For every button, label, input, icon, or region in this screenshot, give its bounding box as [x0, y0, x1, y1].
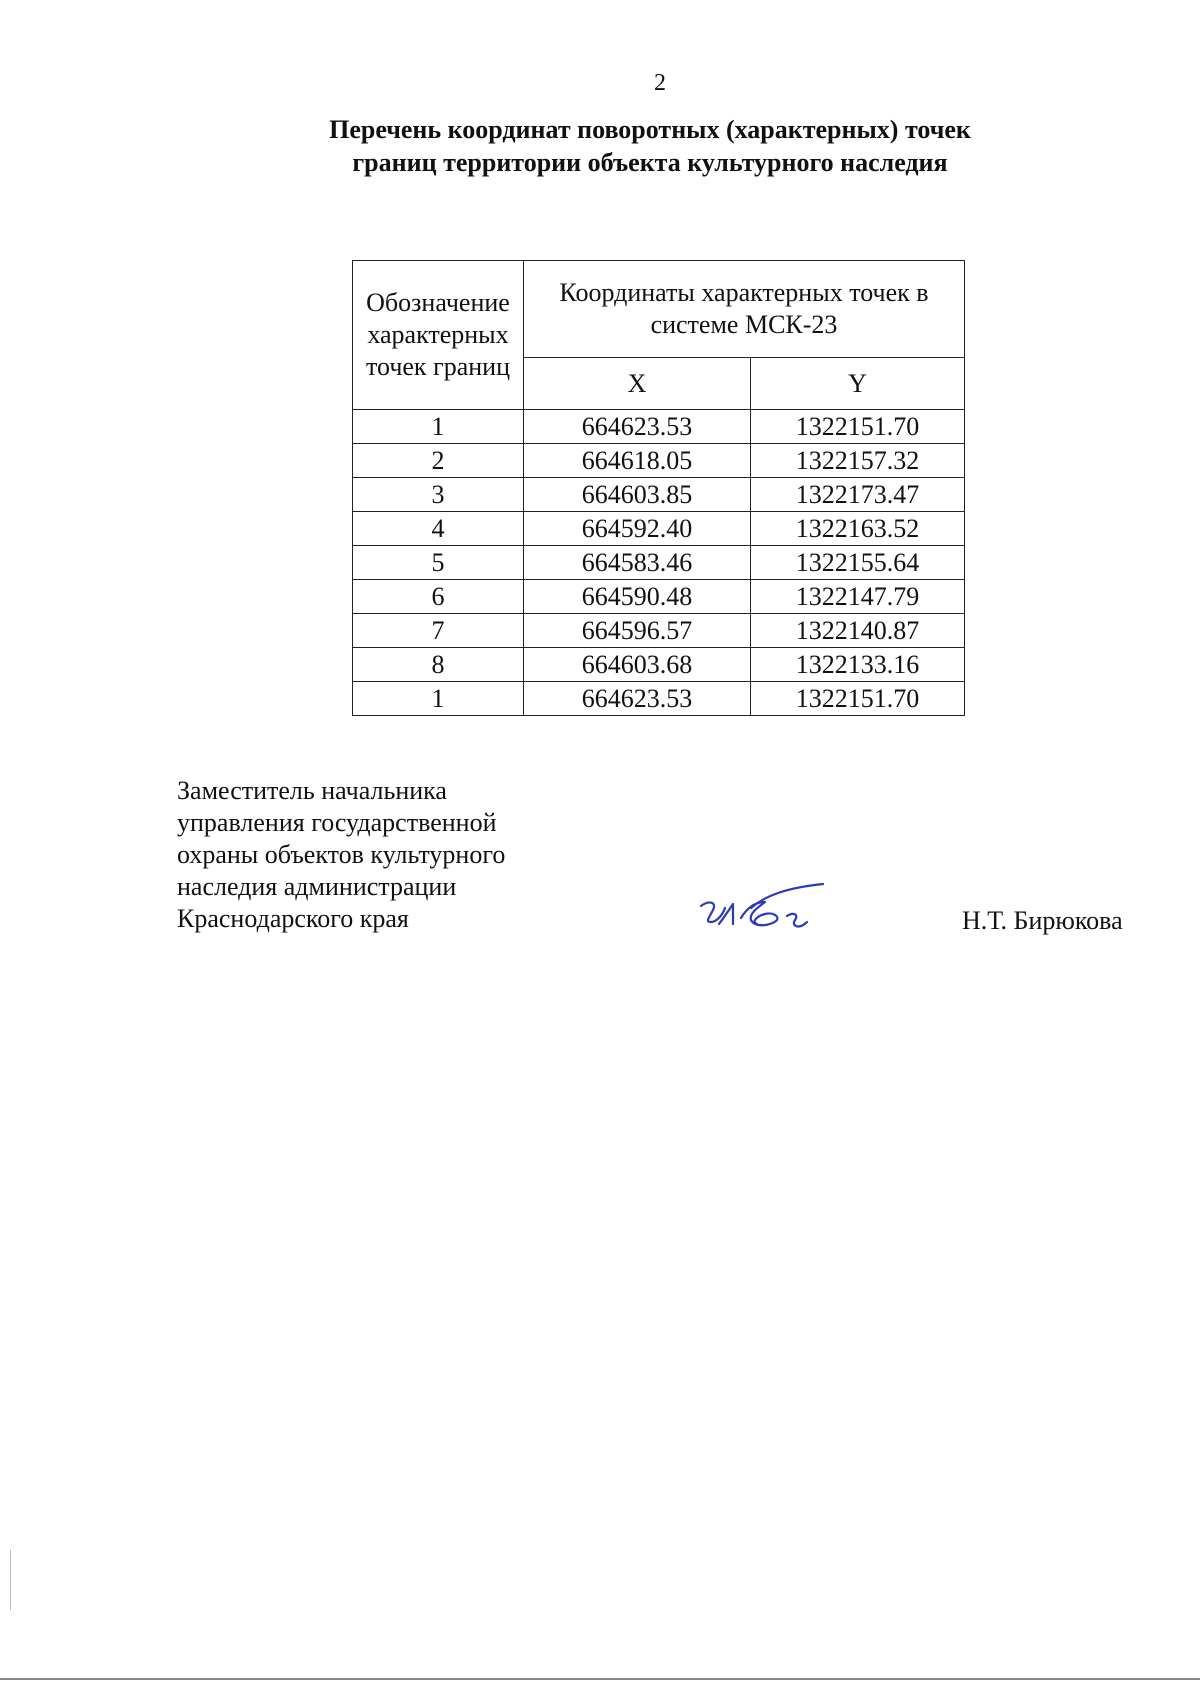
header-designation-line: точек границ [365, 352, 511, 381]
signer-position-line: наследия администрации [177, 872, 457, 901]
title-line-2: границ территории объекта культурного наследия [352, 148, 948, 177]
coordinates-table [352, 260, 965, 716]
cell-point: 4 [353, 512, 524, 546]
table-row [353, 682, 965, 716]
signer-position-line: Краснодарского края [177, 904, 409, 933]
header-designation [353, 261, 524, 410]
header-system-line: системе МСК-23 [650, 310, 838, 339]
header-x: X [524, 358, 751, 410]
table-row [353, 444, 965, 478]
signer-position-line: охраны объектов культурного [177, 840, 506, 869]
cell-point: 3 [353, 478, 524, 512]
cell-point: 5 [353, 546, 524, 580]
cell-y: 1322147.79 [751, 580, 965, 614]
signer-position [177, 775, 505, 935]
cell-x: 664592.40 [524, 512, 751, 546]
cell-y: 1322140.87 [751, 614, 965, 648]
table-row [353, 512, 965, 546]
cell-x: 664603.68 [524, 648, 751, 682]
cell-y: 1322163.52 [751, 512, 965, 546]
cell-y: 1322157.32 [751, 444, 965, 478]
cell-point: 6 [353, 580, 524, 614]
cell-point: 1 [353, 682, 524, 716]
cell-x: 664603.85 [524, 478, 751, 512]
header-designation-line: характерных [367, 320, 509, 349]
cell-x: 664623.53 [524, 682, 751, 716]
cell-point: 7 [353, 614, 524, 648]
table-row [353, 410, 965, 444]
signer-position-line: управления государственной [177, 808, 497, 837]
cell-y: 1322151.70 [751, 682, 965, 716]
table-row [353, 614, 965, 648]
table-row [353, 546, 965, 580]
scan-margin-mark [10, 1550, 11, 1610]
page-number: 2 [654, 70, 666, 96]
cell-x: 664623.53 [524, 410, 751, 444]
cell-x: 664618.05 [524, 444, 751, 478]
header-system-line: Координаты характерных точек в [559, 278, 929, 307]
cell-x: 664583.46 [524, 546, 751, 580]
cell-point: 8 [353, 648, 524, 682]
cell-point: 1 [353, 410, 524, 444]
table-body [353, 410, 965, 716]
cell-point: 2 [353, 444, 524, 478]
header-designation-line: Обозначение [366, 288, 510, 317]
table-row [353, 478, 965, 512]
cell-y: 1322173.47 [751, 478, 965, 512]
header-y: Y [751, 358, 965, 410]
cell-y: 1322155.64 [751, 546, 965, 580]
title-line-1: Перечень координат поворотных (характерных) точек [329, 115, 971, 144]
document-title [290, 113, 1010, 179]
cell-x: 664590.48 [524, 580, 751, 614]
cell-y: 1322151.70 [751, 410, 965, 444]
handwritten-signature [695, 878, 835, 948]
table-row [353, 648, 965, 682]
cell-x: 664596.57 [524, 614, 751, 648]
table-row [353, 580, 965, 614]
signer-name: Н.Т. Бирюкова [962, 906, 1123, 935]
header-coordinate-system [524, 261, 965, 358]
cell-y: 1322133.16 [751, 648, 965, 682]
page-bottom-rule [0, 1678, 1200, 1680]
signer-position-line: Заместитель начальника [177, 776, 447, 805]
